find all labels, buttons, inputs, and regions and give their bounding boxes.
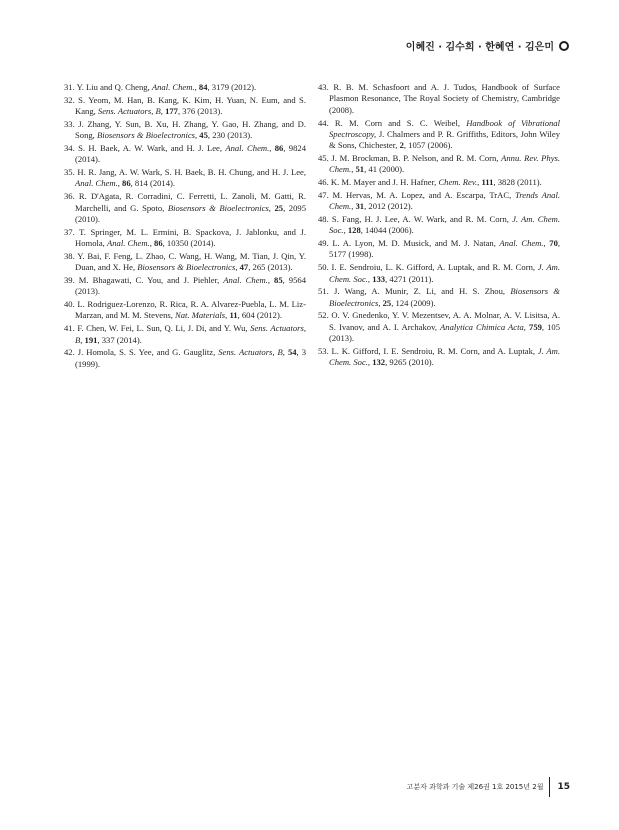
reference-text: , 265 (2013). bbox=[248, 262, 293, 273]
reference-text: , bbox=[80, 334, 85, 345]
reference-volume: 2 bbox=[399, 140, 404, 151]
reference-text: , bbox=[351, 201, 356, 212]
references-right-column bbox=[318, 82, 560, 370]
reference-text: F. Chen, W. Fei, L. Sun, Q. Li, J. Di, and Y. Wu, bbox=[77, 323, 251, 334]
reference-number: 50. bbox=[318, 262, 329, 273]
reference-text: , 337 (2014). bbox=[97, 334, 142, 345]
reference-text: , 124 (2009). bbox=[391, 297, 436, 308]
reference-text: , bbox=[523, 321, 530, 332]
reference-text: J. M. Brockman, B. P. Nelson, and R. M. Corn, bbox=[331, 153, 502, 164]
reference-text: , bbox=[195, 130, 200, 141]
reference-volume: 132 bbox=[372, 357, 386, 368]
reference-volume: 54 bbox=[287, 347, 297, 358]
reference-number: 49. bbox=[318, 238, 329, 249]
reference-text: H. R. Jang, A. W. Wark, S. H. Baek, B. H. Chung, and H. J. Lee, bbox=[77, 167, 306, 178]
reference-source: Analytica Chimica Acta bbox=[440, 321, 524, 332]
reference-item bbox=[318, 214, 560, 237]
reference-volume: 177 bbox=[165, 106, 178, 117]
reference-text: , 9824 (2014). bbox=[75, 142, 306, 165]
reference-text: S. H. Baek, A. W. Wark, and H. J. Lee, bbox=[78, 142, 226, 153]
reference-source: Nat. Materials bbox=[175, 310, 226, 321]
reference-source: Sens. Actuators, B bbox=[97, 106, 161, 117]
reference-text: O. V. Gnedenko, Y. V. Mezentsev, A. A. Molnar, A. V. Lisitsa, A. S. Ivanov, and A. I. Archakov, bbox=[329, 310, 560, 332]
reference-text: , bbox=[351, 164, 356, 175]
reference-number: 44. bbox=[318, 117, 329, 128]
reference-text: , 105 (2013). bbox=[329, 321, 561, 344]
reference-volume: 133 bbox=[372, 273, 386, 284]
reference-text: J. Chalmers and P. R. Griffiths, Editors, John Wiley & Sons, Chichester, bbox=[329, 128, 560, 151]
reference-number: 51. bbox=[318, 286, 329, 297]
reference-item bbox=[318, 238, 560, 261]
reference-source: J. Am. Chem. Soc. bbox=[329, 262, 560, 284]
reference-number: 33. bbox=[64, 118, 75, 129]
reference-number: 32. bbox=[64, 94, 75, 105]
reference-text: I. E. Sendroiu, L. K. Gifford, A. Luptak, and R. M. Corn, bbox=[331, 262, 538, 273]
reference-volume: 25 bbox=[382, 297, 392, 308]
reference-text: , bbox=[235, 262, 240, 273]
reference-item bbox=[64, 323, 306, 346]
reference-number: 38. bbox=[64, 250, 75, 261]
reference-source: Chem. Rev. bbox=[438, 177, 478, 188]
reference-text: T. Springer, M. L. Ermini, B. Spackova, J. Jablonku, and J. Homola, bbox=[75, 226, 307, 249]
reference-source: Handbook of Vibrational Spectroscopy, bbox=[329, 117, 560, 139]
reference-source: Biosensors & Bioelectronics bbox=[137, 262, 236, 273]
reference-text: L. Rodriguez-Lorenzo, R. Rica, R. A. Alvarez-Puebla, L. M. Liz-Marzan, and M. M. Stevens, bbox=[75, 298, 306, 321]
reference-text: , bbox=[282, 347, 288, 358]
reference-source: Anal. Chem. bbox=[223, 274, 268, 285]
reference-number: 46. bbox=[318, 177, 329, 188]
reference-item bbox=[64, 275, 306, 298]
reference-text: L. K. Gifford, I. E. Sendroiu, R. M. Corn, and A. Luptak, bbox=[331, 345, 538, 356]
reference-volume: 51 bbox=[355, 164, 365, 175]
reference-text: J. Homola, S. S. Yee, and G. Gauglitz, bbox=[77, 347, 219, 358]
reference-text: J. Zhang, Y. Sun, B. Xu, H. Zhang, Y. Gao, H. Zhang, and D. Song, bbox=[75, 118, 306, 141]
reference-item bbox=[318, 286, 560, 309]
reference-text: J. Wang, A. Munir, Z. Li, and H. S. Zhou, bbox=[334, 286, 511, 297]
reference-item bbox=[64, 82, 306, 93]
reference-text: , 9265 (2010). bbox=[385, 357, 434, 368]
reference-number: 37. bbox=[64, 226, 75, 237]
reference-source: Anal. Chem. bbox=[225, 142, 270, 153]
reference-text: , 814 (2014). bbox=[130, 178, 176, 189]
reference-source: J. Am. Chem. Soc. bbox=[329, 345, 560, 368]
reference-text: , 604 (2012). bbox=[237, 310, 282, 321]
reference-text: S. Yeom, M. Han, B. Kang, K. Kim, H. Yuan, N. Eum, and S. Kang, bbox=[75, 94, 306, 117]
reference-number: 45. bbox=[318, 153, 329, 164]
reference-item bbox=[318, 153, 560, 176]
reference-text: , 41 (2000). bbox=[364, 164, 405, 175]
reference-volume: 31 bbox=[355, 201, 365, 212]
reference-item bbox=[64, 119, 306, 142]
reference-text: , 9564 (2013). bbox=[75, 274, 306, 297]
reference-item bbox=[64, 347, 306, 370]
running-header bbox=[406, 38, 569, 53]
reference-source: J. Am. Chem. Soc. bbox=[329, 213, 561, 236]
reference-text: Y. Bai, F. Feng, L. Zhao, C. Wang, H. Wang, M. Tian, J. Qin, Y. Duan, and X. He, bbox=[75, 250, 306, 273]
reference-text: , 3179 (2012). bbox=[207, 82, 257, 92]
reference-number: 36. bbox=[64, 191, 75, 202]
reference-text: Y. Liu and Q. Cheng, bbox=[76, 82, 152, 92]
reference-volume: 86 bbox=[154, 238, 163, 249]
reference-text: , bbox=[477, 177, 482, 188]
reference-text: , 3 (1999). bbox=[75, 347, 306, 369]
reference-text: , bbox=[225, 310, 230, 321]
references-left-column bbox=[64, 82, 306, 371]
reference-volume: 45 bbox=[199, 130, 208, 141]
reference-item bbox=[64, 227, 306, 250]
reference-volume: 759 bbox=[529, 321, 542, 332]
reference-volume: 11 bbox=[229, 310, 238, 321]
reference-number: 52. bbox=[318, 310, 329, 321]
reference-number: 31. bbox=[64, 82, 75, 92]
reference-text: , 14044 (2006). bbox=[360, 225, 414, 236]
reference-number: 43. bbox=[318, 82, 329, 92]
reference-item bbox=[318, 310, 560, 344]
reference-text: M. Hervas, M. A. Lopez, and A. Escarpa, TrAC, bbox=[332, 189, 515, 200]
reference-item bbox=[64, 143, 306, 166]
reference-text: , bbox=[367, 357, 373, 368]
reference-source: Biosensors & Bioelectronics bbox=[329, 286, 560, 308]
reference-volume: 25 bbox=[274, 202, 284, 213]
page-footer bbox=[400, 777, 570, 797]
reference-number: 35. bbox=[64, 167, 75, 178]
reference-text: , 376 (2013). bbox=[177, 106, 223, 117]
reference-text: , 230 (2013). bbox=[207, 130, 253, 141]
reference-number: 34. bbox=[64, 142, 75, 153]
reference-text: R. D'Agata, R. Corradini, C. Ferretti, L. Zanoli, M. Gatti, R. Marchelli, and G. Spoto, bbox=[75, 191, 306, 213]
reference-text: , 4271 (2011). bbox=[385, 273, 434, 284]
reference-number: 40. bbox=[64, 298, 75, 309]
reference-source: Anal. Chem. bbox=[106, 238, 150, 249]
reference-text: S. Fang, H. J. Lee, A. W. Wark, and R. M. Corn, bbox=[331, 213, 513, 224]
reference-volume: 47 bbox=[239, 262, 249, 273]
reference-text: , bbox=[194, 82, 199, 92]
reference-text: R. B. M. Schasfoort and A. J. Tudos, Handbook of Surface Plasmon Resonance, The Royal Society of Chemistry, Cambridge (2008). bbox=[329, 82, 560, 115]
reference-source: Sens. Actuators, B bbox=[218, 347, 283, 358]
reference-item bbox=[64, 191, 306, 225]
footer-divider bbox=[549, 777, 550, 797]
reference-item bbox=[318, 262, 560, 285]
reference-text: , bbox=[367, 273, 373, 284]
reference-source: Annu. Rev. Phys. Chem. bbox=[329, 153, 560, 175]
reference-number: 48. bbox=[318, 213, 329, 224]
reference-text: , bbox=[267, 274, 275, 285]
reference-text: , 3828 (2011). bbox=[493, 177, 542, 188]
reference-source: Sens. Actuators, B bbox=[75, 323, 307, 345]
reference-text: K. M. Mayer and J. H. Hafner, bbox=[330, 177, 439, 188]
reference-item bbox=[64, 299, 306, 322]
reference-item bbox=[318, 190, 560, 213]
page-number: 15 bbox=[557, 782, 570, 792]
reference-number: 41. bbox=[64, 323, 75, 334]
reference-item bbox=[64, 167, 306, 190]
reference-item bbox=[64, 95, 306, 118]
reference-number: 47. bbox=[318, 189, 329, 200]
reference-text: R. M. Corn and S. C. Weibel, bbox=[334, 117, 467, 128]
reference-volume: 84 bbox=[198, 82, 208, 92]
reference-source: Biosensors & Bioelectronics bbox=[96, 130, 195, 141]
reference-number: 39. bbox=[64, 274, 75, 285]
header-authors: 이혜진 · 김수희 · 한혜연 · 김은미 bbox=[405, 42, 554, 53]
reference-volume: 111 bbox=[481, 177, 494, 188]
reference-number: 42. bbox=[64, 347, 75, 358]
reference-text: , 1057 (2006). bbox=[403, 140, 453, 151]
reference-text: , bbox=[543, 238, 550, 249]
reference-text: , bbox=[268, 202, 275, 213]
reference-volume: 70 bbox=[549, 238, 558, 249]
reference-source: Biosensors & Bioelectronics bbox=[167, 202, 269, 213]
reference-text: , bbox=[149, 238, 155, 249]
reference-text: , 10350 (2014). bbox=[162, 238, 216, 249]
reference-text: , 5177 (1998). bbox=[329, 238, 561, 260]
reference-item bbox=[64, 251, 306, 274]
reference-text: , bbox=[117, 178, 123, 189]
reference-volume: 86 bbox=[122, 178, 131, 189]
reference-source: Anal. Chem. bbox=[75, 178, 118, 189]
reference-item bbox=[318, 346, 560, 369]
reference-volume: 86 bbox=[274, 142, 284, 153]
reference-number: 53. bbox=[318, 345, 329, 356]
circle-bullet-icon bbox=[559, 41, 569, 51]
reference-volume: 128 bbox=[347, 225, 361, 236]
reference-item bbox=[318, 82, 560, 116]
reference-text: , 2012 (2012). bbox=[364, 201, 413, 212]
reference-source: Anal. Chem. bbox=[151, 82, 195, 92]
reference-text: , bbox=[343, 225, 348, 236]
reference-text: L. A. Lyon, M. D. Musick, and M. J. Natan, bbox=[332, 238, 500, 249]
reference-source: Anal. Chem. bbox=[499, 238, 544, 249]
reference-text: , bbox=[378, 297, 383, 308]
reference-text: , bbox=[269, 142, 275, 153]
footer-journal: 고분자 과학과 기술 제26권 1호 2015년 2월 bbox=[406, 783, 544, 791]
reference-volume: 191 bbox=[84, 334, 98, 345]
reference-text: M. Bhagawati, C. You, and J. Piehler, bbox=[78, 274, 224, 285]
reference-item bbox=[318, 118, 560, 152]
reference-source: Trends Anal. Chem. bbox=[329, 189, 560, 212]
reference-volume: 85 bbox=[274, 274, 283, 285]
reference-text: , 2095 (2010). bbox=[75, 202, 306, 224]
reference-text: , bbox=[160, 106, 166, 117]
reference-item bbox=[318, 177, 560, 188]
